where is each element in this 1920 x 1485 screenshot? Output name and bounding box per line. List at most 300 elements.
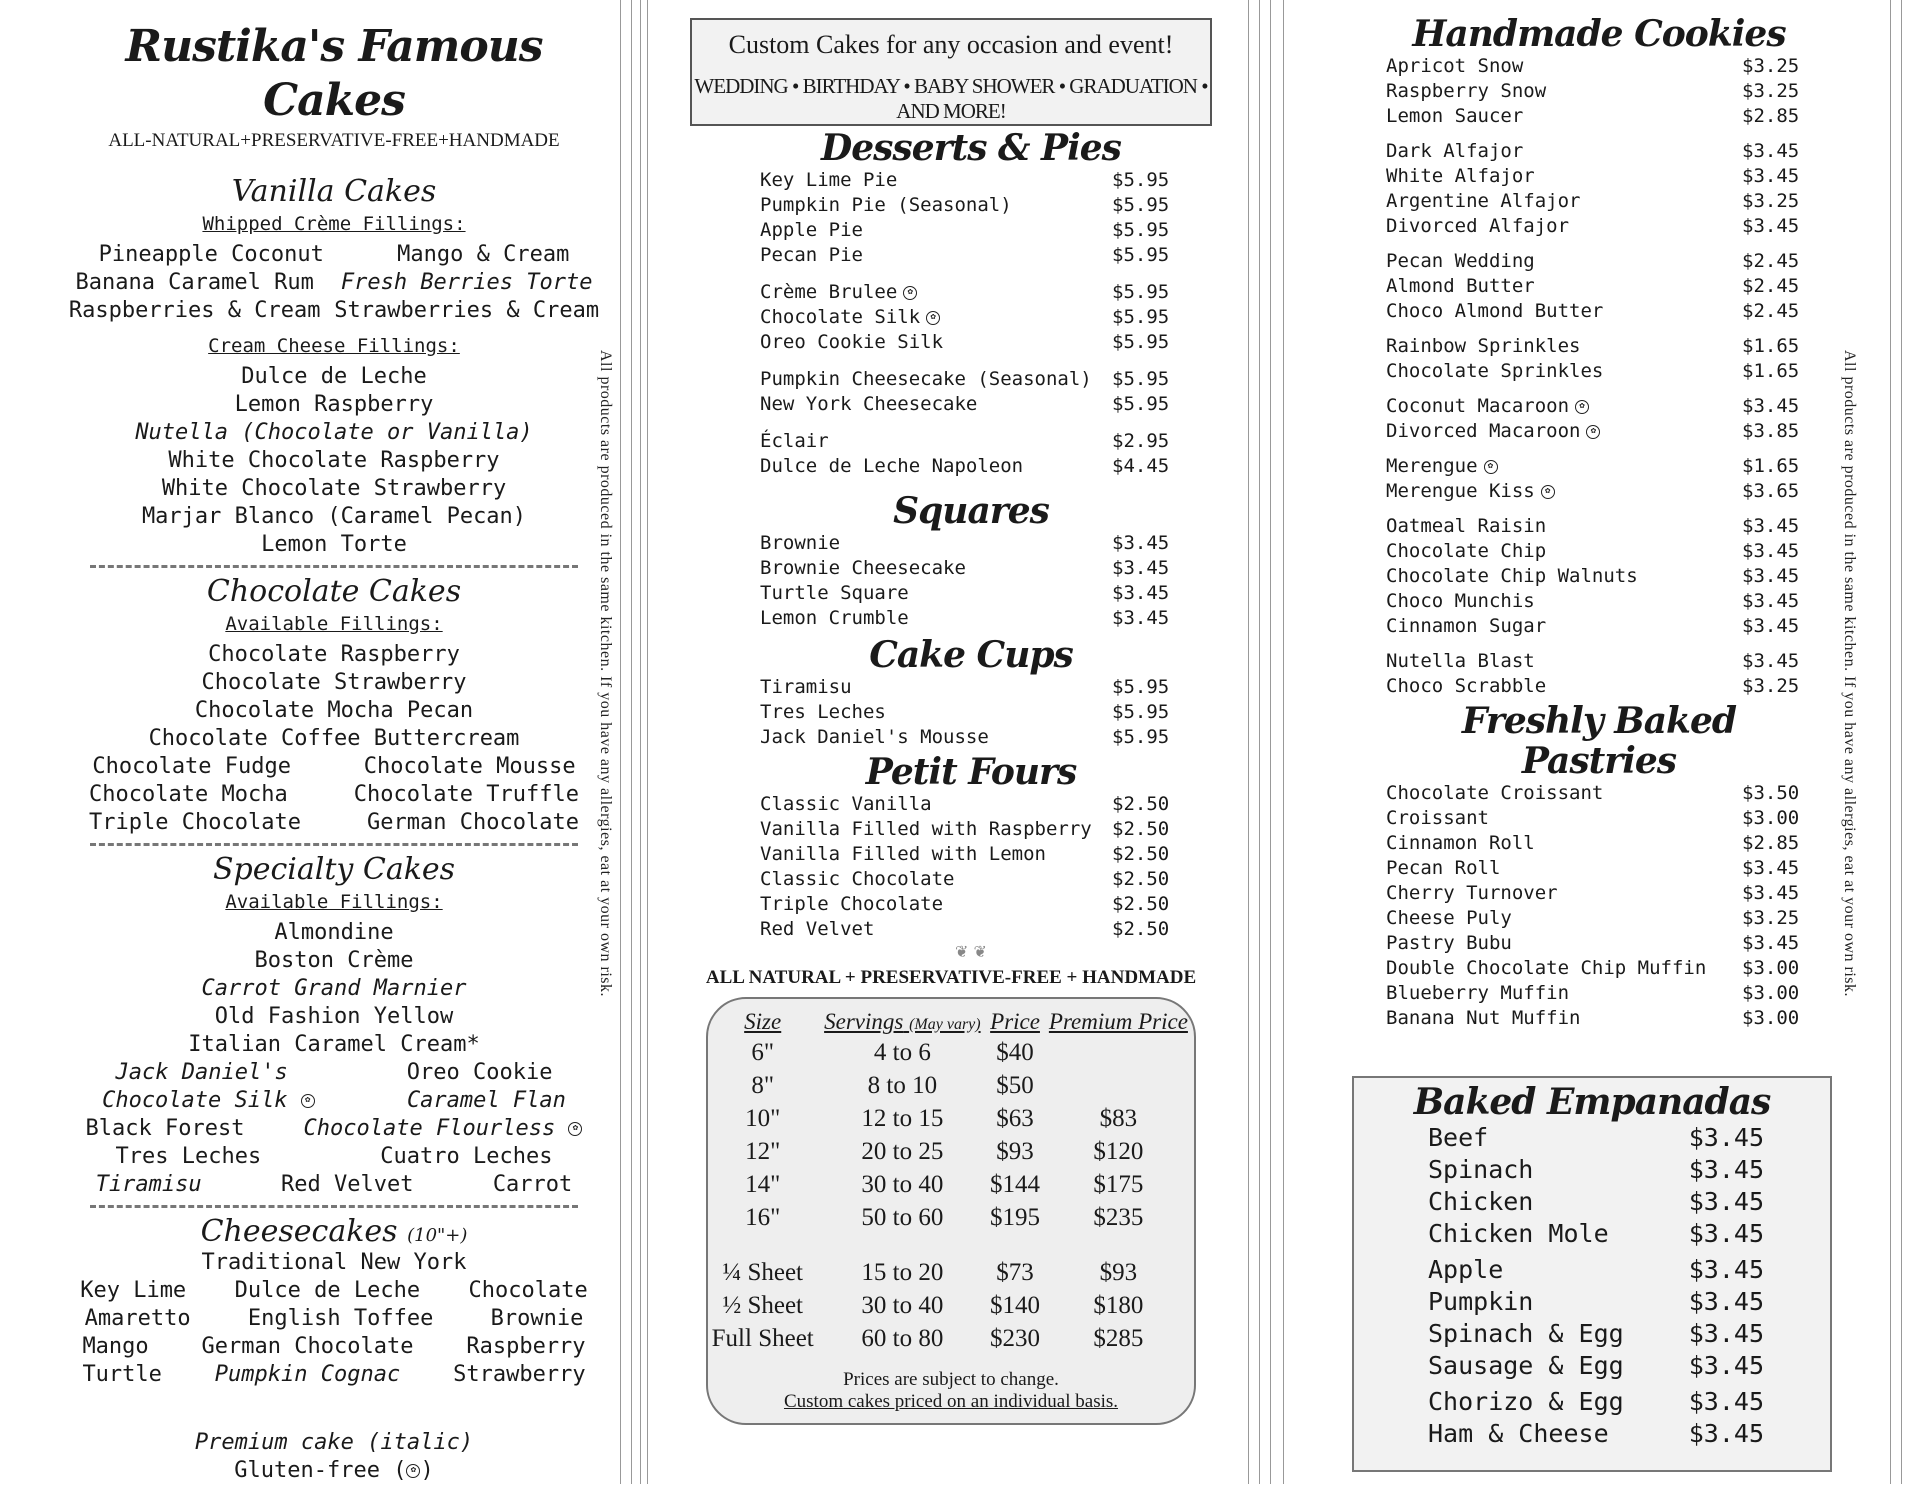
menu-item [760, 330, 1182, 355]
item-name: Chocolate Croissant [1386, 782, 1604, 804]
menu-item [760, 218, 1182, 243]
item-price: $2.45 [1742, 300, 1800, 322]
menu-item [1386, 931, 1812, 956]
menu-item [1386, 1006, 1812, 1031]
item-price: $3.45 [1742, 215, 1800, 237]
menu-item [760, 817, 1182, 842]
item-group [1386, 139, 1812, 239]
list-item: Brownie [490, 1306, 584, 1331]
item-group [760, 168, 1182, 268]
item-name: Classic Vanilla [760, 793, 932, 815]
item-price: $3.25 [1742, 80, 1800, 102]
item-name: Cinnamon Sugar [1386, 615, 1547, 637]
item-price: $5.95 [1112, 219, 1170, 241]
cookies-list [1386, 54, 1812, 699]
premium-cell [1043, 1036, 1194, 1069]
item-name: Vanilla Filled with Raspberry [760, 818, 1092, 840]
size-cell: 16" [745, 1203, 781, 1231]
menu-item [1386, 614, 1812, 639]
list-item: German Chocolate [367, 810, 579, 835]
allergy-note: All products are produced in the same kitchen. If you have any allergies, eat at your own risk. [597, 350, 614, 998]
item-name: Chocolate Chip [1386, 540, 1547, 562]
list-item: Raspberries & Cream [68, 298, 321, 323]
specialty-list [56, 919, 612, 1199]
cakes-panel [56, 0, 612, 1484]
item-name: Apple [1428, 1255, 1504, 1284]
col-premium: Premium Price [1048, 1009, 1188, 1034]
item-price: $3.00 [1742, 957, 1800, 979]
menu-item [1354, 1350, 1830, 1382]
item-name: Almond Butter [1386, 275, 1535, 297]
menu-item [1386, 334, 1812, 359]
item-price: $5.95 [1112, 393, 1170, 415]
table-row [708, 1069, 1194, 1102]
petit-list [760, 792, 1182, 942]
menu-item [760, 392, 1182, 417]
legend-premium: Premium cake (italic) [194, 1430, 474, 1455]
item-price: $5.95 [1112, 726, 1170, 748]
list-item: Amaretto [84, 1306, 191, 1331]
size-cell: Full Sheet [711, 1324, 814, 1352]
item-name: Chorizo & Egg [1428, 1387, 1624, 1416]
item-name: Banana Nut Muffin [1386, 1007, 1581, 1029]
list-item: Old Fashion Yellow [214, 1004, 454, 1029]
menu-item [1354, 1254, 1830, 1286]
table-row [708, 1322, 1194, 1355]
empanadas-title: Baked Empanadas [1413, 1081, 1771, 1123]
squares-title: Squares [893, 490, 1049, 532]
menu-item [1354, 1418, 1830, 1450]
whipped-label: Whipped Crème Fillings: [202, 213, 466, 235]
item-name: Pecan Wedding [1386, 250, 1535, 272]
table-row [708, 1102, 1194, 1135]
size-cell: ¼ Sheet [722, 1258, 803, 1286]
cakecups-title: Cake Cups [869, 634, 1073, 676]
price-cell: $144 [990, 1170, 1041, 1198]
ornament-icon: ❦ ❦ [955, 942, 987, 961]
item-name: Tiramisu [760, 676, 852, 698]
item-price: $3.45 [1742, 140, 1800, 162]
item-name: Merengue Kiss [1386, 480, 1535, 502]
gluten-free-icon: ✿ [1575, 400, 1589, 414]
item-price: $3.45 [1742, 615, 1800, 637]
menu-item [1386, 981, 1812, 1006]
menu-item [1354, 1122, 1830, 1154]
menu-item [760, 429, 1182, 454]
item-name: Sausage & Egg [1428, 1351, 1624, 1380]
item-name: Nutella Blast [1386, 650, 1535, 672]
menu-item [760, 867, 1182, 892]
item-name: Choco Munchis [1386, 590, 1535, 612]
menu-item [760, 700, 1182, 725]
list-item: Triple Chocolate [89, 810, 301, 835]
divider [90, 1205, 578, 1208]
item-price: $3.45 [1688, 1123, 1764, 1152]
item-group [1386, 54, 1812, 129]
item-price: $5.95 [1112, 331, 1170, 353]
item-name: Dark Alfajor [1386, 140, 1524, 162]
item-name: Pecan Pie [760, 244, 863, 266]
item-name: Argentine Alfajor [1386, 190, 1581, 212]
list-item: English Toffee [247, 1306, 434, 1331]
may-vary-note: (May vary) [909, 1016, 981, 1033]
item-price: $5.95 [1112, 701, 1170, 723]
desserts-title: Desserts & Pies [821, 127, 1121, 169]
list-item: Traditional New York [201, 1250, 467, 1275]
menu-item [1354, 1154, 1830, 1186]
item-name: Pastry Bubu [1386, 932, 1512, 954]
servings-cell: 20 to 25 [861, 1137, 944, 1165]
menu-item [1386, 454, 1812, 479]
list-item: White Chocolate Raspberry [168, 448, 500, 473]
menu-item [1386, 831, 1812, 856]
list-item: Nutella (Chocolate or Vanilla) [135, 420, 533, 445]
item-name: Choco Almond Butter [1386, 300, 1604, 322]
menu-item [760, 792, 1182, 817]
item-price: $5.95 [1112, 281, 1170, 303]
item-name: Triple Chocolate [760, 893, 944, 915]
item-name: Red Velvet [760, 918, 875, 940]
item-price: $3.45 [1112, 532, 1170, 554]
item-price: $5.95 [1112, 368, 1170, 390]
item-price: $2.45 [1742, 275, 1800, 297]
item-name: Blueberry Muffin [1386, 982, 1570, 1004]
item-price: $2.95 [1112, 430, 1170, 452]
item-name: Cheese Puly [1386, 907, 1512, 929]
item-price: $3.45 [1742, 395, 1800, 417]
menu-item [1386, 54, 1812, 79]
menu-item [1354, 1286, 1830, 1318]
gluten-free-icon: ✿ [406, 1464, 420, 1478]
list-item: Chocolate Truffle [353, 782, 579, 807]
legend-gluten-free [56, 1457, 612, 1485]
item-group [760, 280, 1182, 355]
vanilla-title: Vanilla Cakes [231, 174, 437, 209]
size-cell: 12" [745, 1137, 781, 1165]
price-cell: $93 [996, 1137, 1034, 1165]
item-price: $3.25 [1742, 190, 1800, 212]
item-price: $3.25 [1742, 55, 1800, 77]
price-cell: $50 [996, 1071, 1034, 1099]
menu-item [760, 243, 1182, 268]
gluten-free-icon: ✿ [1586, 425, 1600, 439]
item-name: Croissant [1386, 807, 1489, 829]
item-price: $3.00 [1742, 807, 1800, 829]
gluten-free-icon: ✿ [926, 311, 940, 325]
item-price: $3.45 [1112, 607, 1170, 629]
empanadas-box [1352, 1076, 1832, 1472]
menu-item [1354, 1386, 1830, 1418]
servings-cell: 15 to 20 [861, 1258, 944, 1286]
fold-rail [620, 0, 632, 1484]
menu-item [1386, 589, 1812, 614]
item-name: Ham & Cheese [1428, 1419, 1609, 1448]
item-name: Rainbow Sprinkles [1386, 335, 1581, 357]
specialty-title: Specialty Cakes [212, 852, 456, 887]
cookies-panel [1312, 0, 1872, 1484]
premium-cell [1043, 1069, 1194, 1102]
item-name: Éclair [760, 430, 829, 452]
premium-cell: $175 [1093, 1170, 1144, 1198]
col-size: Size [744, 1009, 782, 1034]
menu-item [1386, 79, 1812, 104]
list-item: Chocolate [468, 1278, 588, 1303]
menu-item [1386, 164, 1812, 189]
dessert-menu [660, 128, 1242, 961]
premium-cell: $285 [1093, 1324, 1144, 1352]
table-row [708, 1201, 1194, 1234]
menu-item [760, 892, 1182, 917]
item-name: Spinach & Egg [1428, 1319, 1624, 1348]
list-item: German Chocolate [201, 1334, 414, 1359]
servings-cell: 50 to 60 [861, 1203, 944, 1231]
item-price: $3.45 [1742, 590, 1800, 612]
table-header [708, 999, 1194, 1036]
item-price: $1.65 [1742, 335, 1800, 357]
item-name: Oatmeal Raisin [1386, 515, 1547, 537]
list-item: Lemon Raspberry [234, 392, 434, 417]
item-price: $5.95 [1112, 244, 1170, 266]
item-name: Cinnamon Roll [1386, 832, 1535, 854]
item-name: Pecan Roll [1386, 857, 1501, 879]
price-cell: $40 [996, 1038, 1034, 1066]
list-item: Chocolate Mocha Pecan [194, 698, 474, 723]
item-price: $2.50 [1112, 893, 1170, 915]
item-group [1386, 514, 1812, 639]
menu-item [1386, 299, 1812, 324]
item-price: $3.00 [1742, 1007, 1800, 1029]
fold-rail [1890, 0, 1902, 1484]
menu-item [1386, 479, 1812, 504]
list-item: Fresh Berries Torte [340, 270, 593, 295]
desserts-panel [660, 0, 1242, 1484]
item-price: $3.45 [1688, 1319, 1764, 1348]
list-item: Chocolate Raspberry [208, 642, 460, 667]
list-item: White Chocolate Strawberry [161, 476, 507, 501]
item-name: Apple Pie [760, 219, 863, 241]
menu-item [760, 842, 1182, 867]
item-name: Dulce de Leche Napoleon [760, 455, 1024, 477]
cakecups-list [760, 675, 1182, 750]
item-name: Chocolate Chip Walnuts [1386, 565, 1638, 587]
table-row [708, 1036, 1194, 1069]
brand-title: Rustika's Famous Cakes [125, 21, 543, 126]
list-item: Carrot Grand Marnier [201, 976, 467, 1001]
cheesecake-list [56, 1249, 612, 1389]
item-name: Vanilla Filled with Lemon [760, 843, 1046, 865]
servings-cell: 4 to 6 [873, 1038, 931, 1066]
item-name: Key Lime Pie [760, 169, 898, 191]
gluten-free-icon: ✿ [568, 1122, 582, 1136]
item-name: Divorced Alfajor [1386, 215, 1570, 237]
list-item: Tiramisu [95, 1172, 202, 1197]
specialty-label: Available Fillings: [225, 891, 443, 913]
item-price: $3.45 [1688, 1187, 1764, 1216]
list-item: Dulce de Leche [241, 364, 427, 389]
menu-item [1386, 881, 1812, 906]
item-price: $3.45 [1112, 557, 1170, 579]
premium-cell: $83 [1099, 1104, 1138, 1132]
menu-item [1386, 781, 1812, 806]
list-item: Chocolate Mocha [89, 782, 288, 807]
menu-item [760, 305, 1182, 330]
chocolate-list [56, 641, 612, 837]
item-name: White Alfajor [1386, 165, 1535, 187]
desserts-list [760, 168, 1182, 479]
item-price: $2.85 [1742, 832, 1800, 854]
menu-item [1354, 1318, 1830, 1350]
item-name: Coconut Macaroon [1386, 395, 1570, 417]
list-item: Caramel Flan [406, 1088, 566, 1113]
item-price: $3.45 [1688, 1219, 1764, 1248]
menu-item [1386, 359, 1812, 384]
menu-item [1386, 139, 1812, 164]
item-price: $3.45 [1688, 1255, 1764, 1284]
item-price: $3.85 [1742, 420, 1800, 442]
menu-item [1354, 1218, 1830, 1250]
item-name: Jack Daniel's Mousse [760, 726, 989, 748]
gluten-free-icon: ✿ [301, 1094, 315, 1108]
chocolate-label: Available Fillings: [225, 613, 443, 635]
servings-cell: 12 to 15 [861, 1104, 944, 1132]
price-cell: $140 [990, 1291, 1041, 1319]
pastries-title: Freshly Baked Pastries [1461, 700, 1737, 782]
list-item: Tres Leches [115, 1144, 262, 1169]
item-price: $2.45 [1742, 250, 1800, 272]
item-price: $2.50 [1112, 818, 1170, 840]
item-name: Cherry Turnover [1386, 882, 1558, 904]
menu-item [1386, 564, 1812, 589]
item-name: Oreo Cookie Silk [760, 331, 944, 353]
cookie-menu [1312, 14, 1872, 1031]
list-item: Key Lime [80, 1278, 187, 1303]
item-price: $5.95 [1112, 169, 1170, 191]
item-name: Spinach [1428, 1155, 1534, 1184]
item-price: $5.95 [1112, 194, 1170, 216]
menu-item [1386, 806, 1812, 831]
item-name: Chocolate Sprinkles [1386, 360, 1604, 382]
item-group [1386, 394, 1812, 444]
item-price: $1.65 [1742, 360, 1800, 382]
fold-rail [640, 0, 648, 1484]
item-name: Tres Leches [760, 701, 886, 723]
menu-item [760, 725, 1182, 750]
menu-item [760, 168, 1182, 193]
cheesecakes-title-text: Cheesecakes [200, 1214, 398, 1249]
item-price: $2.50 [1112, 918, 1170, 940]
list-item: Mango [82, 1334, 149, 1359]
menu-item [760, 581, 1182, 606]
list-item: Almondine [274, 920, 394, 945]
item-price: $3.45 [1742, 857, 1800, 879]
item-name: Brownie [760, 532, 841, 554]
divider [90, 843, 578, 846]
servings-cell: 30 to 40 [861, 1291, 944, 1319]
item-group [1386, 334, 1812, 384]
menu-item [1386, 104, 1812, 129]
menu-item [1386, 649, 1812, 674]
menu-item [1386, 419, 1812, 444]
item-price: $3.45 [1688, 1287, 1764, 1316]
gluten-free-icon: ✿ [1541, 485, 1555, 499]
list-item: Strawberry [453, 1362, 586, 1387]
item-price: $5.95 [1112, 676, 1170, 698]
item-group [1386, 649, 1812, 699]
size-cell: 10" [745, 1104, 781, 1132]
item-price: $3.00 [1742, 982, 1800, 1004]
item-price: $3.65 [1742, 480, 1800, 502]
col-servings [817, 999, 987, 1036]
menu-item [760, 280, 1182, 305]
menu-item [1386, 906, 1812, 931]
list-item: Pineapple Coconut [98, 242, 324, 267]
price-note-1: Prices are subject to change. [843, 1369, 1059, 1390]
tagline-2: ALL NATURAL + PRESERVATIVE-FREE + HANDMADE [705, 967, 1197, 988]
item-price: $3.45 [1742, 565, 1800, 587]
list-item: Dulce de Leche [234, 1278, 421, 1303]
price-cell: $73 [996, 1258, 1034, 1286]
item-price: $3.45 [1112, 582, 1170, 604]
menu-item [1354, 1186, 1830, 1218]
menu-item [1386, 214, 1812, 239]
item-group [1386, 454, 1812, 504]
menu-item [760, 675, 1182, 700]
item-name: Beef [1428, 1123, 1489, 1152]
item-price: $3.45 [1742, 882, 1800, 904]
price-note-2: Custom cakes priced on an individual basis. [783, 1391, 1119, 1412]
item-price: $2.50 [1112, 793, 1170, 815]
custom-line-1: Custom Cakes for any occasion and event! [728, 30, 1174, 59]
list-item: Chocolate Flourless [303, 1116, 556, 1141]
petit-title: Petit Fours [865, 751, 1077, 793]
item-name: Divorced Macaroon [1386, 420, 1581, 442]
item-price: $3.45 [1688, 1155, 1764, 1184]
item-price: $3.45 [1688, 1351, 1764, 1380]
item-name: New York Cheesecake [760, 393, 978, 415]
item-name: Pumpkin Cheesecake (Seasonal) [760, 368, 1092, 390]
gluten-free-icon: ✿ [1484, 460, 1498, 474]
item-name: Chicken [1428, 1187, 1534, 1216]
cream-list [56, 363, 612, 559]
list-item: Chocolate Strawberry [201, 670, 467, 695]
item-group [1386, 249, 1812, 324]
cookies-title: Handmade Cookies [1412, 13, 1786, 55]
item-group [760, 429, 1182, 479]
cream-label: Cream Cheese Fillings: [208, 335, 460, 357]
item-price: $2.85 [1742, 105, 1800, 127]
item-price: $3.45 [1688, 1387, 1764, 1416]
list-item: Banana Caramel Rum [75, 270, 314, 295]
price-cell: $63 [996, 1104, 1034, 1132]
whipped-list [56, 241, 612, 325]
menu-item [760, 454, 1182, 479]
list-item: Carrot [492, 1172, 573, 1197]
allergy-note-2: All products are produced in the same kitchen. If you have any allergies, eat at your own risk. [1841, 350, 1858, 998]
list-item: Chocolate Mousse [363, 754, 576, 779]
legend-gf-end: ) [420, 1458, 434, 1483]
menu-item [760, 556, 1182, 581]
cheesecakes-title [56, 1214, 612, 1249]
list-item: Italian Caramel Cream* [188, 1032, 480, 1057]
item-price: $3.45 [1688, 1419, 1764, 1448]
list-item: Turtle [82, 1362, 162, 1387]
servings-cell: 60 to 80 [861, 1324, 944, 1352]
item-price: $3.25 [1742, 907, 1800, 929]
list-item: Chocolate Silk [102, 1088, 288, 1113]
list-item: Strawberries & Cream [334, 298, 600, 323]
item-price: $3.25 [1742, 675, 1800, 697]
list-item: Marjar Blanco (Caramel Pecan) [141, 504, 527, 529]
